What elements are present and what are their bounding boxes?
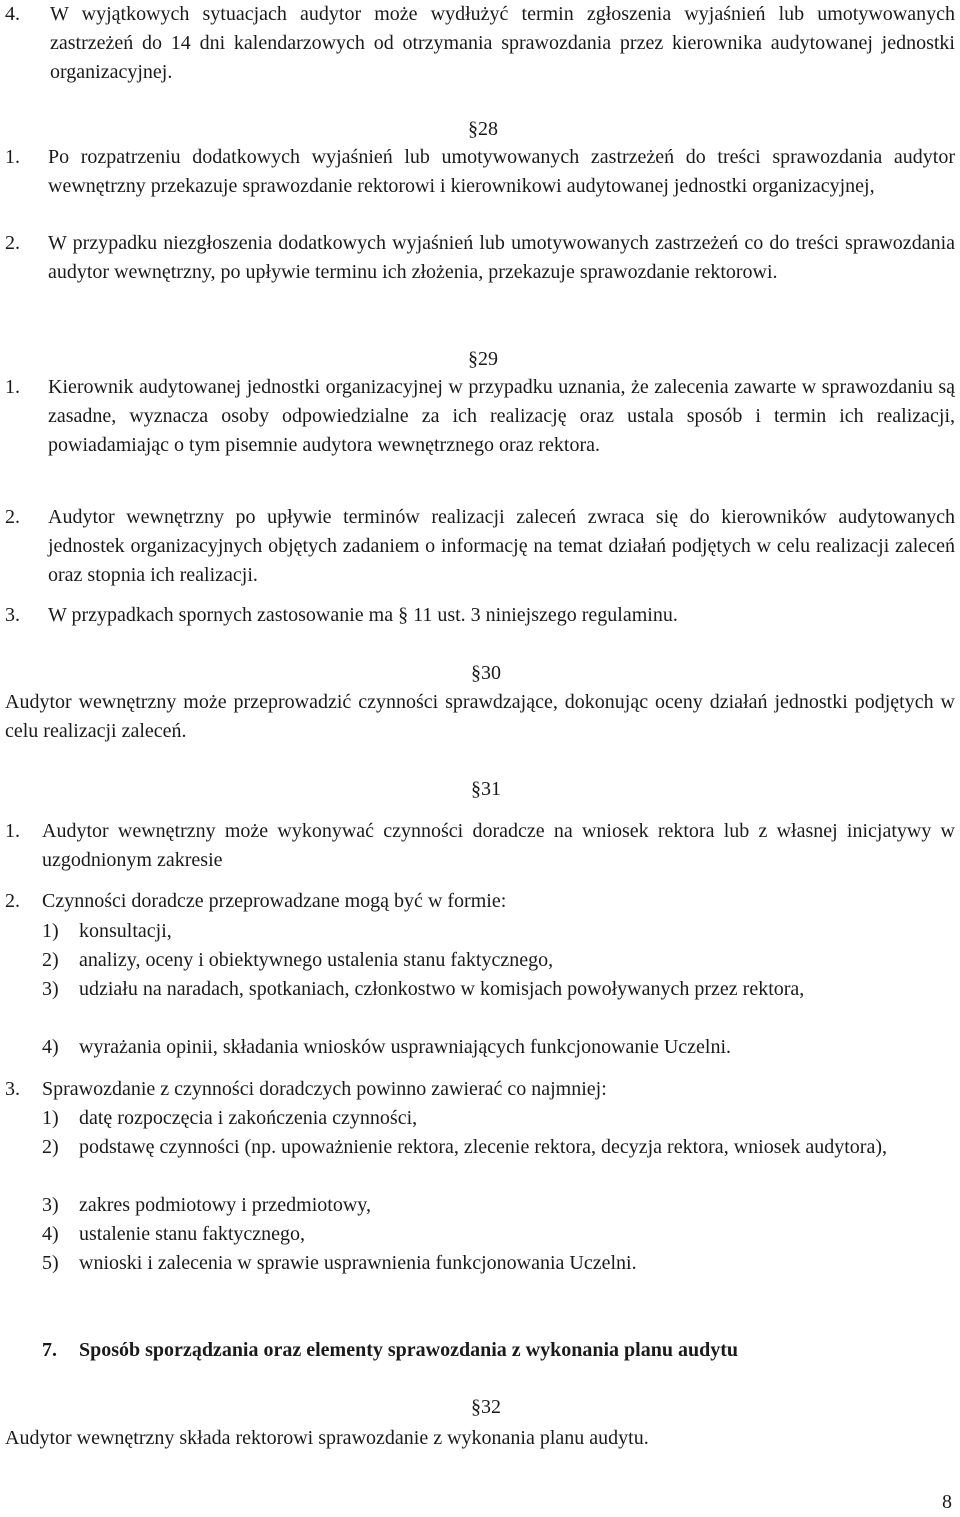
- s31-item-2: [0, 887, 960, 916]
- s31-item-1: [0, 817, 960, 875]
- subitem-text: analizy, oceny i obiektywnego ustalenia stanu faktycznego,: [79, 949, 554, 971]
- s29-item-2: [0, 503, 960, 590]
- item-number: 1.: [5, 820, 20, 842]
- item-text: Audytor wewnętrzny może wykonywać czynności doradcze na wniosek rektora lub z własnej inicjatywy w uzgodnionym zakresie: [42, 820, 955, 871]
- section-marker-32: §32: [471, 1396, 501, 1418]
- s28-item-2: [0, 229, 960, 287]
- subitem-text: konsultacji,: [79, 920, 172, 942]
- subitem-number: 3): [42, 1194, 59, 1216]
- item-text: Po rozpatrzeniu dodatkowych wyjaśnień lub umotywowanych zastrzeżeń do treści sprawozdania audytor wewnętrzny przekazuje sprawozdanie rektorowi i kierownikowi audytowanej jednostki organizacyjnej,: [48, 146, 955, 197]
- heading-number: 7.: [42, 1339, 57, 1361]
- paragraph-item-4: [0, 0, 960, 87]
- subitem-number: 2): [42, 1136, 59, 1158]
- subitem-text: zakres podmiotowy i przedmiotowy,: [79, 1194, 371, 1216]
- item-text: Sprawozdanie z czynności doradczych powinno zawierać co najmniej:: [42, 1078, 607, 1100]
- s28-item-1: [0, 143, 960, 201]
- subitem-number: 4): [42, 1036, 59, 1058]
- section-marker-30: §30: [471, 662, 501, 684]
- item-number: 3.: [5, 604, 20, 626]
- page-number: 8: [942, 1491, 952, 1513]
- subitem-number: 1): [42, 920, 59, 942]
- s31-item-2-sub-2: [0, 946, 960, 975]
- section-7-heading: [0, 1336, 960, 1365]
- subitem-number: 3): [42, 978, 59, 1000]
- s31-item-3-sub-3: [0, 1191, 960, 1220]
- s32-text: Audytor wewnętrzny składa rektorowi sprawozdanie z wykonania planu audytu.: [5, 1427, 649, 1449]
- subitem-number: 2): [42, 949, 59, 971]
- subitem-number: 4): [42, 1223, 59, 1245]
- s29-item-1: [0, 373, 960, 460]
- s31-item-3: [0, 1075, 960, 1104]
- s31-item-3-sub-4: [0, 1220, 960, 1249]
- subitem-text: wyrażania opinii, składania wniosków usprawniających funkcjonowanie Uczelni.: [79, 1036, 732, 1058]
- item-number: 3.: [5, 1078, 20, 1100]
- item-text: W przypadkach spornych zastosowanie ma § 11 ust. 3 niniejszego regulaminu.: [48, 604, 678, 626]
- item-text: Audytor wewnętrzny po upływie terminów realizacji zaleceń zwraca się do kierowników audytowanych jednostek organizacyjnych objętych zadaniem o informację na temat działań podjętych w celu realizacji zaleceń oraz stopnia ich realizacji.: [48, 506, 955, 586]
- section-marker-28: §28: [468, 118, 498, 140]
- item-text: Kierownik audytowanej jednostki organizacyjnej w przypadku uznania, że zalecenia zawarte w sprawozdaniu są zasadne, wyznacza osoby odpowiedzialne za ich realizację oraz ustala sposób i termin ich realizacji, powiadamiając o tym pisemnie audytora wewnętrznego oraz rektora.: [48, 376, 955, 456]
- s31-item-3-sub-1: [0, 1104, 960, 1133]
- section-marker-31: §31: [471, 778, 501, 800]
- item-text: W wyjątkowych sytuacjach audytor może wydłużyć termin zgłoszenia wyjaśnień lub umotywowanych zastrzeżeń do 14 dni kalendarzowych od otrzymania sprawozdania przez kierownika audytowanej jednostki organizacyjnej.: [50, 3, 955, 83]
- item-number: 2.: [5, 506, 20, 528]
- item-number: 4.: [5, 3, 20, 25]
- s31-item-3-sub-5: [0, 1249, 960, 1278]
- subitem-text: ustalenie stanu faktycznego,: [79, 1223, 306, 1245]
- item-number: 1.: [5, 376, 20, 398]
- subitem-text: podstawę czynności (np. upoważnienie rektora, zlecenie rektora, decyzja rektora, wniosek audytora),: [79, 1136, 887, 1158]
- subitem-text: udziału na naradach, spotkaniach, członkostwo w komisjach powoływanych przez rektora,: [79, 978, 805, 1000]
- item-number: 2.: [5, 890, 20, 912]
- s29-item-3: [0, 601, 960, 630]
- s31-item-3-sub-2: [0, 1133, 960, 1162]
- subitem-text: wnioski i zalecenia w sprawie usprawnienia funkcjonowania Uczelni.: [79, 1252, 637, 1274]
- subitem-number: 1): [42, 1107, 59, 1129]
- item-text: W przypadku niezgłoszenia dodatkowych wyjaśnień lub umotywowanych zastrzeżeń co do treści sprawozdania audytor wewnętrzny, po upływie terminu ich złożenia, przekazuje sprawozdanie rektorowi.: [48, 232, 955, 283]
- s31-item-2-sub-3: [0, 975, 960, 1004]
- subitem-number: 5): [42, 1252, 59, 1274]
- item-text: Czynności doradcze przeprowadzane mogą być w formie:: [42, 890, 507, 912]
- item-number: 1.: [5, 146, 20, 168]
- item-number: 2.: [5, 232, 20, 254]
- s31-item-2-sub-1: [0, 917, 960, 946]
- section-marker-29: §29: [468, 348, 498, 370]
- subitem-text: datę rozpoczęcia i zakończenia czynności,: [79, 1107, 418, 1129]
- s31-item-2-sub-4: [0, 1033, 960, 1062]
- heading-title: Sposób sporządzania oraz elementy sprawozdania z wykonania planu audytu: [79, 1339, 738, 1361]
- s30-text: Audytor wewnętrzny może przeprowadzić czynności sprawdzające, dokonując oceny działań jednostki podjętych w celu realizacji zaleceń.: [5, 691, 955, 742]
